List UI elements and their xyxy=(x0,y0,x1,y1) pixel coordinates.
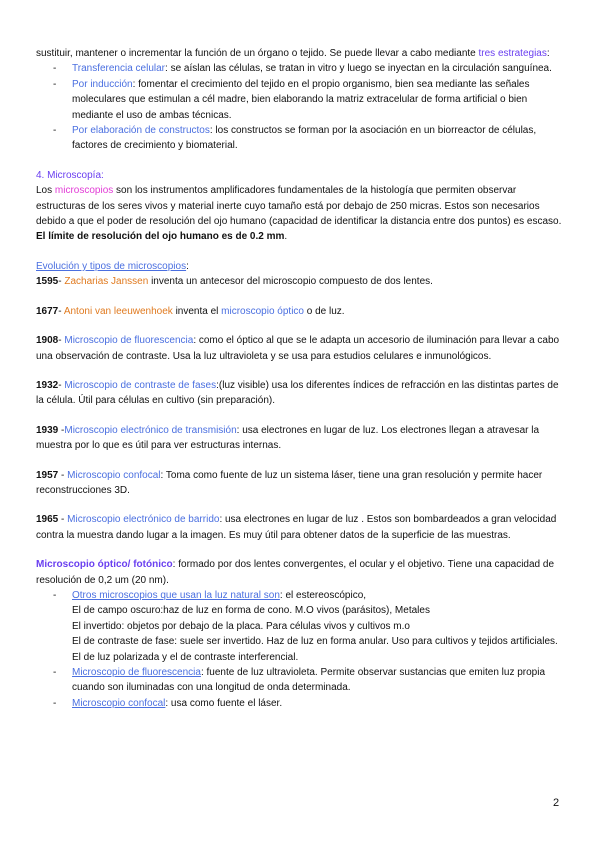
optical-microscope-paragraph: Microscopio óptico/ fotónico: formado por dos lentes convergentes, el ocular y el objetivo. Tiene una capacidad de resolución de 0,2 um (20 nm). xyxy=(36,559,555,586)
timeline-entry: 1965 - Microscopio electrónico de barrido: usa electrones en lugar de luz . Estos son bombardeados a gran velocidad contra la muestra dando lugar a la imagen. Es muy útil para obtener datos de la superficie de las muestras. xyxy=(36,514,557,541)
strategies-list xyxy=(36,61,564,153)
fluorescence-link[interactable]: Microscopio de fluorescencia xyxy=(72,667,201,678)
microscope-term: Microscopio de fluorescencia xyxy=(64,335,194,347)
timeline-entry: 1939 -Microscopio electrónico de transmisión: usa electrones en lugar de luz. Los electrones llegan a atravesar la muestra por lo que es útil para ver estructuras internas. xyxy=(36,424,540,452)
list-item: - Microscopio confocal: usa como fuente el láser. xyxy=(36,696,564,711)
document-page xyxy=(36,46,564,711)
year: 1932 xyxy=(36,379,59,391)
year: 1677 xyxy=(36,305,59,317)
microscopy-paragraph: Los microscopios son los instrumentos amplificadores fundamentales de la histología que permiten observar estructuras de los seres vivos y material inerte cuyo tamaño está por debajo de 250 micras. Estos son necesarios debido a que el poder de resolución del ojo humano (capacidad de identificar la distancia entre dos puntos) es escaso. El límite de resolución del ojo humano es de 0.2 mm. xyxy=(36,185,562,243)
list-item: - Otros microscopios que usan la luz natural son: el estereoscópico, El de campo oscuro:haz de luz en forma de cono. M.O vivos (parásitos), Metales El invertido: objetos por debajo de la placa. Para células vivos y cultivos m.o El de contraste de fase: suele ser invertido. Haz de luz en forma anular. Uso para cultivos y tejidos artificiales. El de luz polarizada y el de contraste interferencial. xyxy=(36,588,564,665)
list-item: - Microscopio de fluorescencia: fuente de luz ultravioleta. Permite observar sustancias que emiten luz propia cuando son iluminadas con una longitud de onda determinada. xyxy=(36,665,564,696)
microscopios-term: microscopios xyxy=(54,185,114,197)
timeline-entry: 1595- Zacharias Janssen inventa un antecesor del microscopio compuesto de dos lentes. xyxy=(36,276,433,288)
timeline-entry: 1677- Antoni van leeuwenhoek inventa el microscopio óptico o de luz. xyxy=(36,305,345,317)
optical-list xyxy=(36,588,564,711)
page-number: 2 xyxy=(553,797,560,809)
confocal-link[interactable]: Microscopio confocal xyxy=(72,697,166,709)
strategy-term: Transferencia celular xyxy=(72,63,166,75)
evolution-heading: Evolución y tipos de microscopios: xyxy=(36,260,189,272)
tres-estrategias-term: tres estrategias xyxy=(478,48,547,59)
timeline-entry: 1908- Microscopio de fluorescencia: como el óptico al que se le adapta un accesorio de iluminación para llevar a cabo una observación de contraste. Usa la luz ultravioleta y se usa para estudios celulares e inmunológicos. xyxy=(36,335,560,362)
strategy-term: Por elaboración de constructos xyxy=(72,125,210,137)
evolution-link[interactable]: Evolución y tipos de microscopios xyxy=(36,260,187,272)
microscope-term: Microscopio electrónico de barrido xyxy=(67,514,220,526)
year: 1965 xyxy=(36,514,59,526)
natural-light-link[interactable]: Otros microscopios que usan la luz natural son xyxy=(72,589,280,601)
year: 1939 xyxy=(36,424,59,436)
timeline-entry: 1957 - Microscopio confocal: Toma como fuente de luz un sistema láser, tiene una gran resolución y permite hacer reconstrucciones 3D. xyxy=(36,469,543,496)
microscope-term: Microscopio de contraste de fases xyxy=(64,379,217,391)
optical-microscope-term: Microscopio óptico/ fotónico xyxy=(36,559,173,571)
year: 1595 xyxy=(36,276,59,288)
list-item: - Transferencia celular: se aíslan las células, se tratan in vitro y luego se inyectan en la circulación sanguínea. xyxy=(36,61,564,76)
list-item: - Por elaboración de constructos: los constructos se forman por la asociación en un biorreactor de células, factores de crecimiento y biomaterial. xyxy=(36,123,564,154)
microscope-term: Microscopio confocal xyxy=(67,469,161,481)
intro-paragraph: sustituir, mantener o incrementar la función de un órgano o tejido. Se puede llevar a cabo mediante tres estrategias: xyxy=(36,48,550,59)
list-item: - Por inducción: fomentar el crecimiento del tejido en el propio organismo, bien sea mediante las señales moleculares que estimulan a cél madre, bien elaborando la matriz extracelular de forma artificial o bien mediante el uso de ambas técnicas. xyxy=(36,77,564,123)
timeline-entry: 1932- Microscopio de contraste de fases:(luz visible) usa los diferentes índices de refracción en las distintas partes de la célula. Útil para células en cultivo (sin preparación). xyxy=(36,379,559,407)
inventor-name: Zacharias Janssen xyxy=(64,276,149,288)
microscope-term: Microscopio electrónico de transmisión xyxy=(64,424,237,436)
microscope-term: microscopio óptico xyxy=(221,305,304,317)
strategy-term: Por inducción xyxy=(72,78,133,90)
inventor-name: Antoni van leeuwenhoek xyxy=(63,305,173,317)
year: 1908 xyxy=(36,335,59,347)
section-heading: 4. Microscopía: xyxy=(36,169,104,181)
resolution-limit: El límite de resolución del ojo humano es de 0.2 mm xyxy=(36,231,285,243)
year: 1957 xyxy=(36,469,59,481)
